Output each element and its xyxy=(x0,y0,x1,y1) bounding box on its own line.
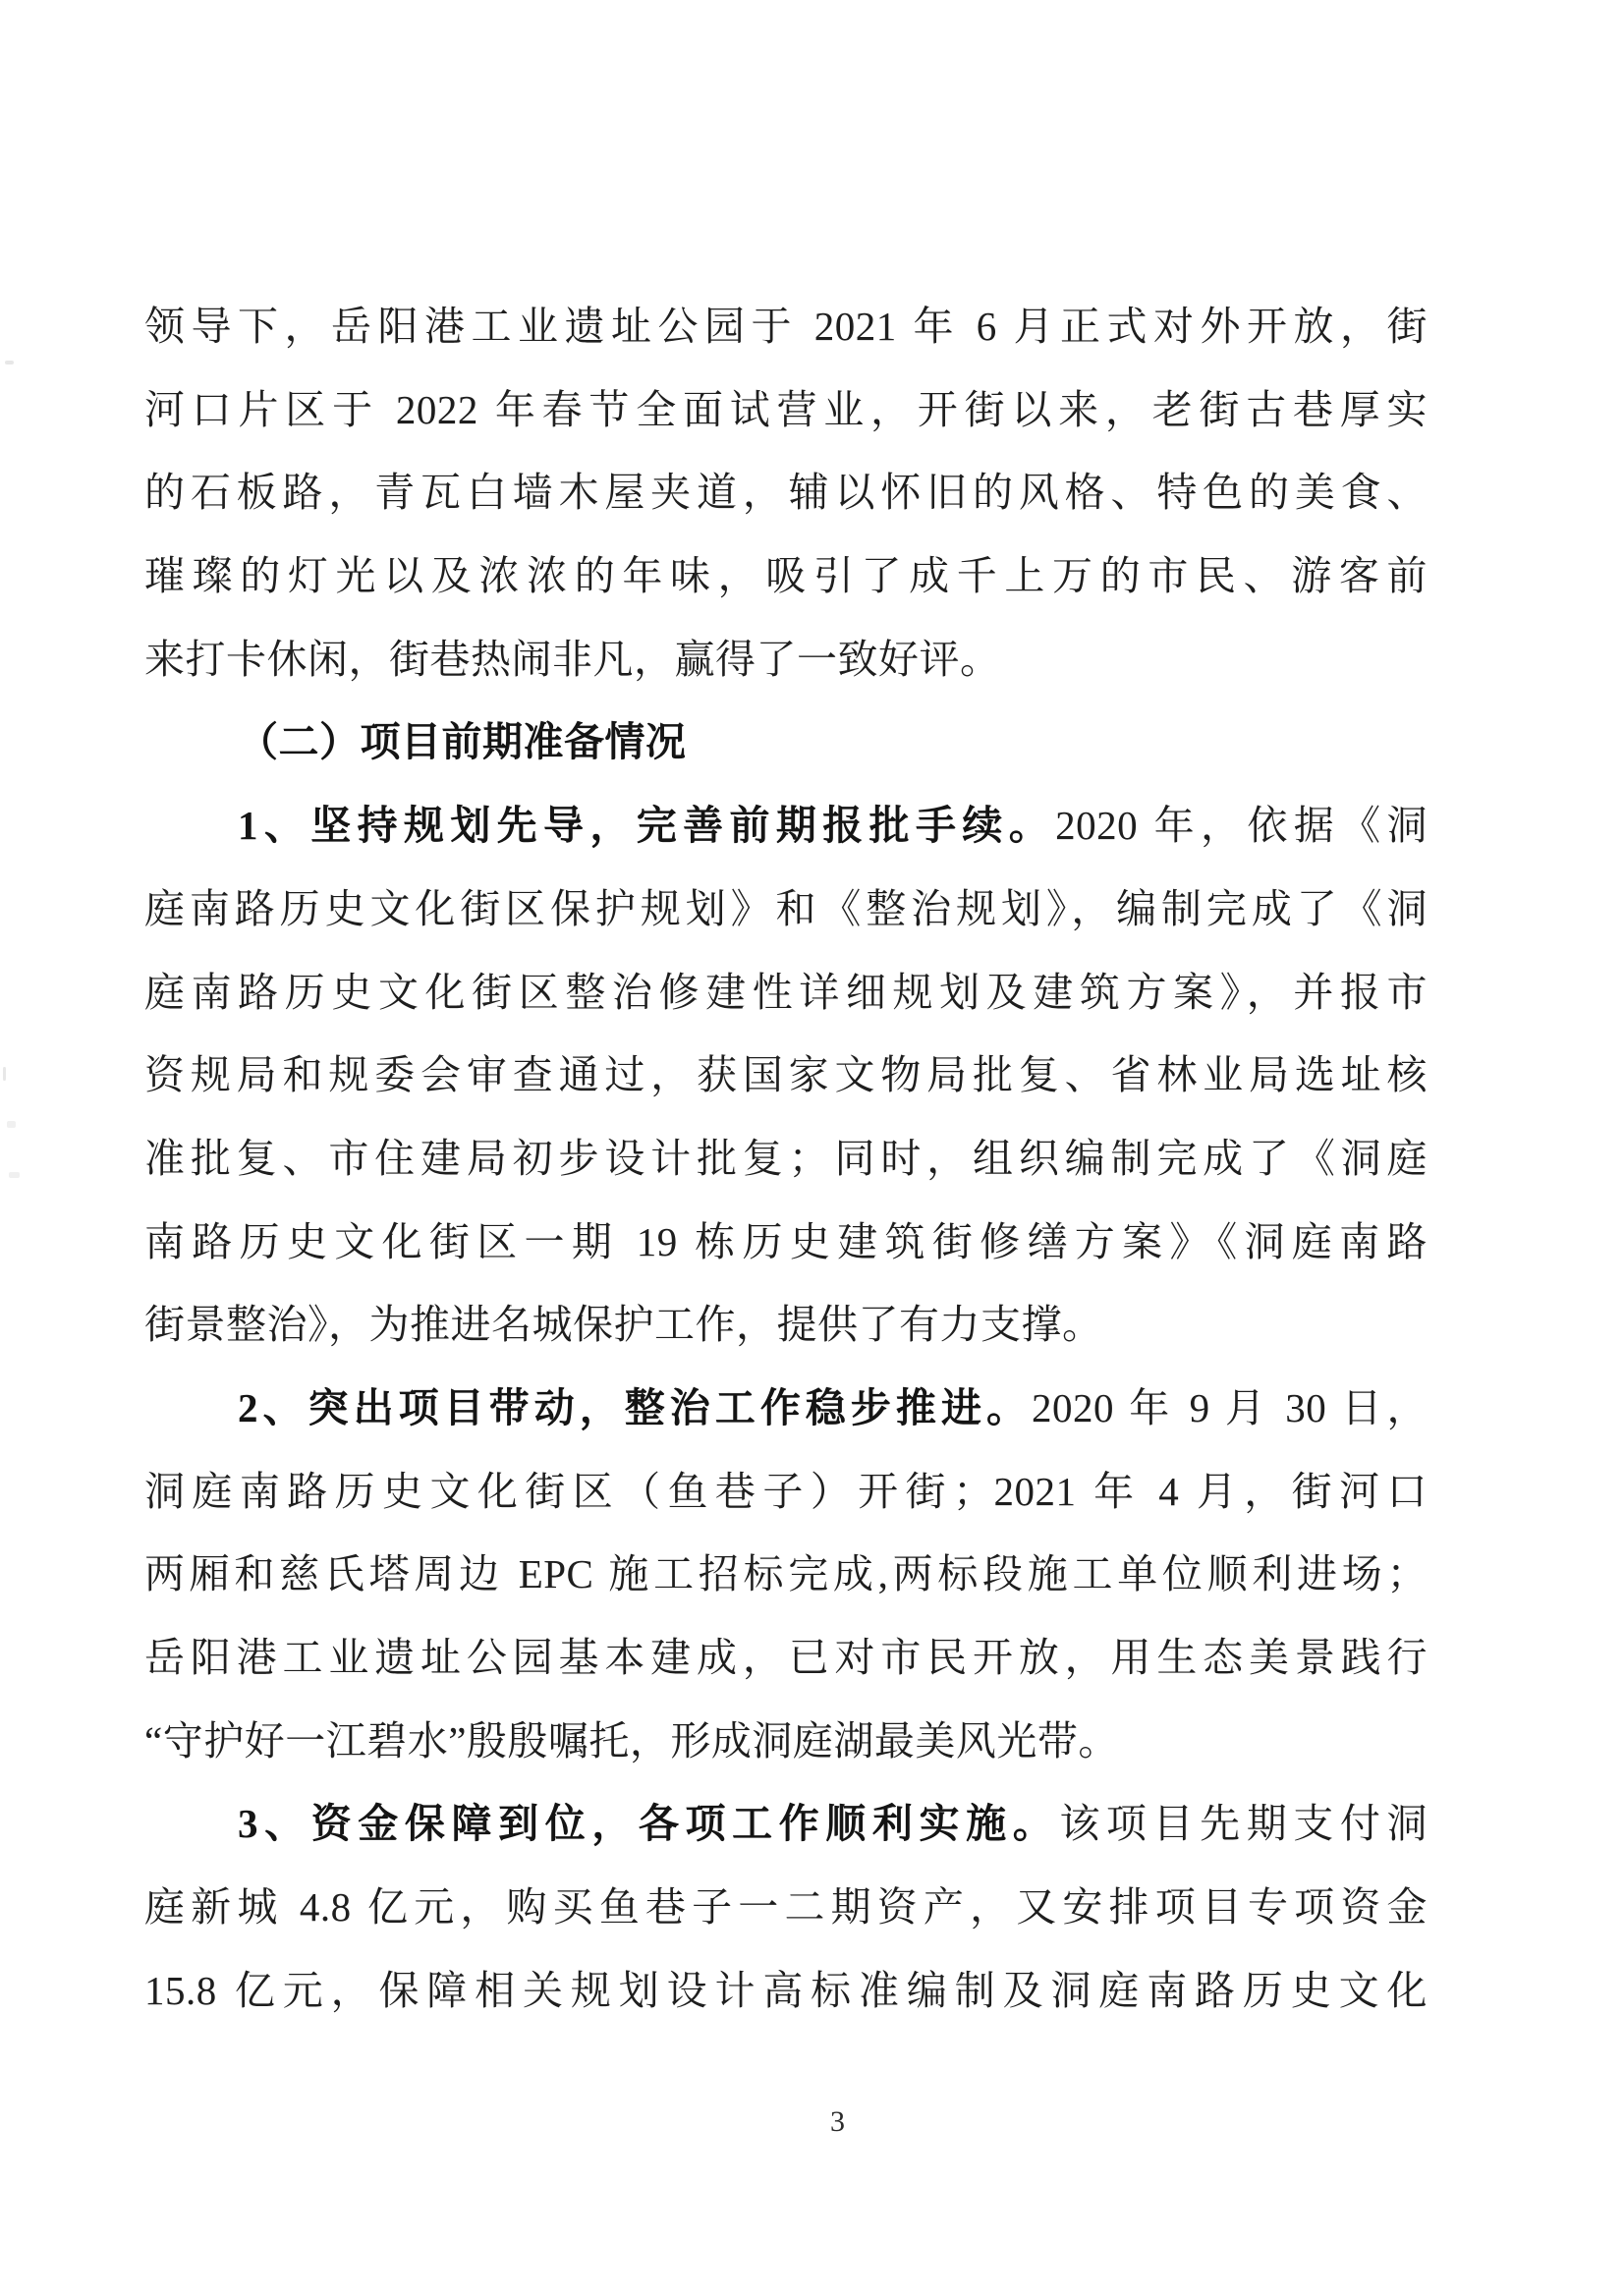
text-line: 洞庭南路历史文化街区（鱼巷子）开街；2021 年 4 月，街河口 xyxy=(144,1468,1428,1514)
document-body xyxy=(144,285,1428,2032)
scan-artifact xyxy=(3,1067,6,1081)
text-line: 庭南路历史文化街区整治修建性详细规划及建筑方案》，并报市 xyxy=(144,969,1428,1015)
text-line: 来打卡休闲，街巷热闹非凡，赢得了一致好评。 xyxy=(144,636,1001,682)
text-line: 资规局和规委会审查通过，获国家文物局批复、省林业局选址核 xyxy=(144,1052,1428,1098)
text-line: 南路历史文化街区一期 19 栋历史建筑街修缮方案》《洞庭南路 xyxy=(144,1218,1428,1264)
text-line: 庭南路历史文化街区保护规划》和《整治规划》，编制完成了《洞 xyxy=(144,885,1428,931)
page-number: 3 xyxy=(830,2105,845,2138)
text-line: “守护好一江碧水”殷殷嘱托，形成洞庭湖最美风光带。 xyxy=(144,1717,1119,1763)
text-line: 的石板路，青瓦白墙木屋夹道，辅以怀旧的风格、特色的美食、 xyxy=(144,470,1428,516)
text-line: 街景整治》，为推进名城保护工作，提供了有力支撑。 xyxy=(144,1302,1103,1348)
text-line: 15.8 亿元，保障相关规划设计高标准编制及洞庭南路历史文化 xyxy=(144,1967,1428,2013)
text-line: 庭新城 4.8 亿元，购买鱼巷子一二期资产，又安排项目专项资金 xyxy=(144,1884,1428,1931)
text-line: 岳阳港工业遗址公园基本建成，已对市民开放，用生态美景践行 xyxy=(144,1635,1428,1680)
scan-artifact xyxy=(7,1121,16,1128)
text-line: 3、资金保障到位，各项工作顺利实施。该项目先期支付洞 xyxy=(238,1801,1428,1847)
text-line: 2、突出项目带动，整治工作稳步推进。2020 年 9 月 30 日， xyxy=(238,1384,1428,1430)
section-heading: （二）项目前期准备情况 xyxy=(238,719,687,765)
text-line: 河口片区于 2022 年春节全面试营业，开街以来，老街古巷厚实 xyxy=(144,386,1428,432)
scan-artifact xyxy=(5,361,14,364)
text-line: 领导下，岳阳港工业遗址公园于 2021 年 6 月正式对外开放，街 xyxy=(144,304,1428,349)
scan-artifact xyxy=(9,1172,20,1178)
text-line: 两厢和慈氏塔周边 EPC 施工招标完成,两标段施工单位顺利进场； xyxy=(144,1551,1428,1597)
text-line: 准批复、市住建局初步设计批复；同时，组织编制完成了《洞庭 xyxy=(144,1135,1428,1181)
text-line: 1、坚持规划先导，完善前期报批手续。2020 年，依据《洞 xyxy=(238,803,1428,849)
text-line: 璀璨的灯光以及浓浓的年味，吸引了成千上万的市民、游客前 xyxy=(144,553,1428,599)
